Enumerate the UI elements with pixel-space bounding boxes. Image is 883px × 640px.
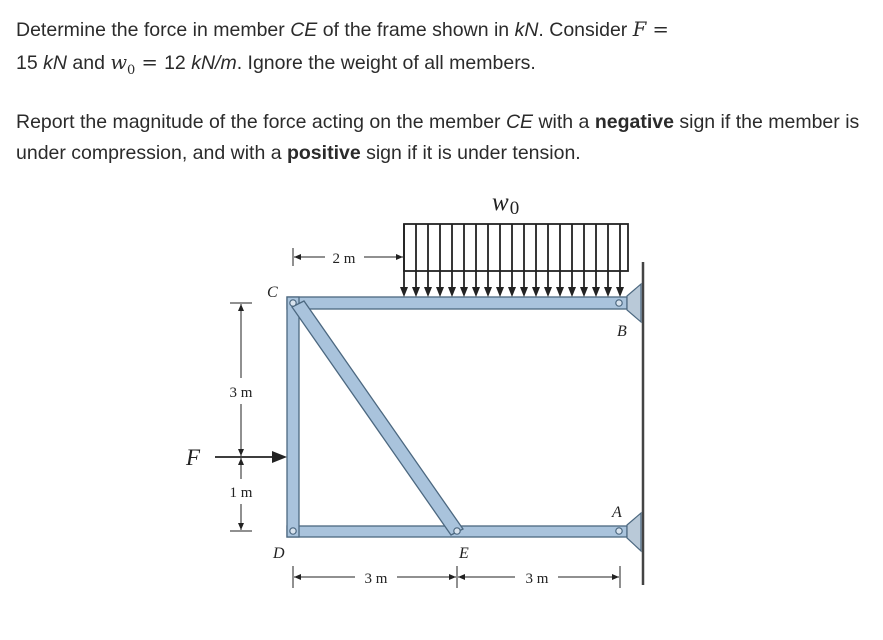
text: sign if the member is under compression, and with a	[16, 110, 860, 165]
pin-C	[290, 300, 296, 306]
support-bracket-A	[627, 513, 641, 551]
text: with a	[533, 110, 595, 133]
force-unit: kN	[43, 51, 67, 74]
force-symbol: F	[632, 18, 647, 41]
negative-keyword: negative	[594, 110, 674, 133]
equals-sign: =	[646, 18, 669, 41]
distributed-load	[404, 224, 628, 291]
load-subscript: 0	[127, 62, 136, 78]
text: . Consider	[538, 19, 633, 41]
force-value: 15	[16, 51, 38, 74]
dim-left-upper-label: 3 m	[229, 385, 253, 401]
frame-members	[287, 297, 627, 537]
text: . Ignore the weight of all members.	[236, 51, 536, 74]
text: sign if it is under tension.	[360, 142, 581, 165]
label-B: B	[617, 323, 627, 340]
force-label: F	[186, 445, 201, 470]
member-CD	[287, 297, 299, 537]
equals-sign: =	[135, 50, 165, 74]
label-D: D	[273, 545, 285, 562]
label-E: E	[459, 545, 469, 562]
pin-D	[290, 528, 296, 534]
dim-top-label: 2 m	[332, 251, 356, 267]
text: of the frame shown in	[317, 19, 515, 41]
positive-keyword: positive	[286, 142, 361, 165]
text: and	[66, 51, 111, 74]
force-arrowhead	[272, 451, 287, 463]
label-A: A	[612, 504, 622, 521]
dim-bottom-right-label: 3 m	[525, 571, 549, 587]
pin-A	[616, 528, 622, 534]
dim-bottom-left-label: 3 m	[364, 571, 388, 587]
member-CE	[292, 301, 463, 535]
label-C: C	[267, 284, 278, 301]
member-name: CE	[505, 110, 534, 133]
load-symbol: w	[110, 50, 128, 74]
unit: kN	[514, 19, 539, 41]
dim-left-lower-label: 1 m	[229, 485, 253, 501]
dim-bottom	[293, 566, 620, 588]
pin-E	[454, 528, 460, 534]
member-name: CE	[290, 19, 318, 41]
load-unit: kN/m	[191, 51, 237, 74]
load-value: 12	[164, 51, 186, 74]
support-bracket-B	[627, 284, 641, 322]
pin-B	[616, 300, 622, 306]
text: Report the magnitude of the force acting on the member	[16, 110, 506, 133]
member-CB	[287, 297, 627, 309]
load-arrowheads	[400, 287, 624, 297]
load-label: w0	[492, 189, 520, 219]
text: Determine the force in member	[16, 19, 291, 41]
